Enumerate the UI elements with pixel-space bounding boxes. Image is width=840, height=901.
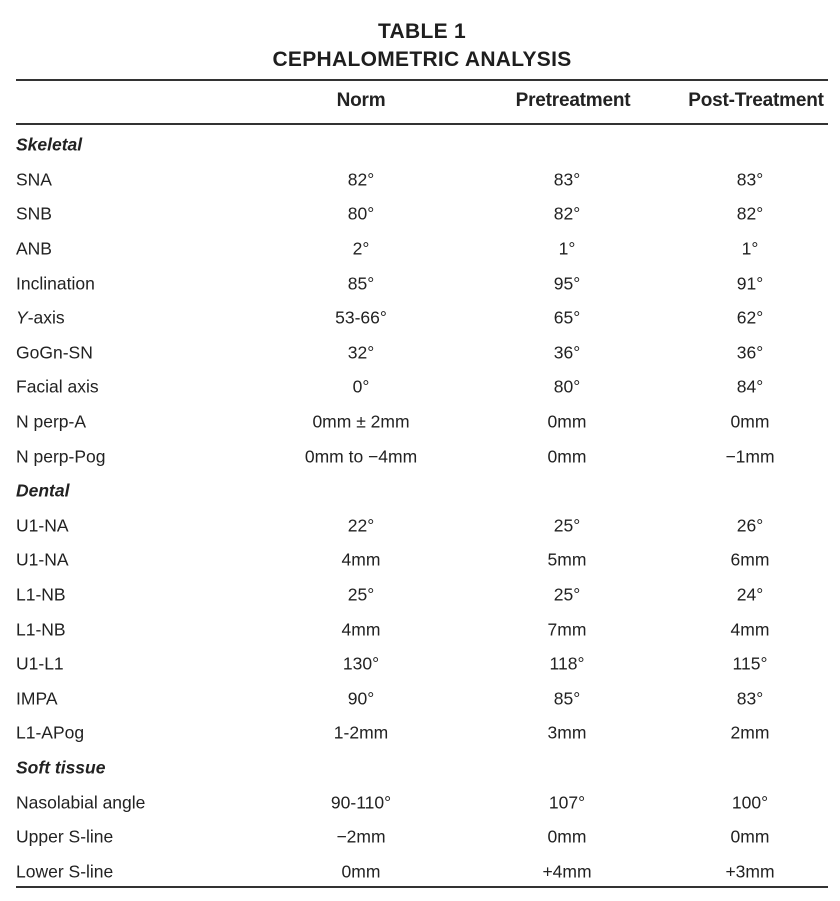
column-header-post-treatment: Post-Treatment <box>688 90 824 111</box>
section-row <box>0 128 840 163</box>
row-label: L1-NB <box>16 584 66 605</box>
table-row <box>0 716 840 751</box>
section-row <box>0 751 840 786</box>
section-label: Skeletal <box>16 134 83 155</box>
pretreatment-cell: 3mm <box>547 722 587 743</box>
table-row <box>0 232 840 267</box>
post-treatment-cell: −1mm <box>725 446 775 467</box>
norm-cell: 53-66° <box>335 307 387 328</box>
table-row <box>0 163 840 198</box>
table-row <box>0 301 840 336</box>
column-header-norm: Norm <box>336 90 386 111</box>
table-row <box>0 509 840 544</box>
norm-cell: 1-2mm <box>333 722 389 743</box>
row-label: Upper S-line <box>16 826 114 847</box>
norm-cell: 22° <box>347 515 375 536</box>
norm-cell: 4mm <box>341 549 381 570</box>
table-subtitle: CEPHALOMETRIC ANALYSIS <box>272 48 572 71</box>
pretreatment-cell: 82° <box>553 203 581 224</box>
post-treatment-cell: 62° <box>736 307 764 328</box>
pretreatment-cell: 0mm <box>547 411 587 432</box>
post-treatment-cell: 115° <box>732 653 768 674</box>
norm-cell: 0° <box>352 376 370 397</box>
row-label: L1-APog <box>16 722 85 743</box>
pretreatment-cell: 7mm <box>547 619 587 640</box>
top-rule <box>16 79 828 81</box>
table-row <box>0 370 840 405</box>
norm-cell: 85° <box>347 273 375 294</box>
row-label: GoGn-SN <box>16 342 93 363</box>
pretreatment-cell: 95° <box>553 273 581 294</box>
post-treatment-cell: 0mm <box>730 826 770 847</box>
table-row <box>0 820 840 855</box>
norm-cell: 0mm <box>341 861 381 882</box>
table-row <box>0 854 840 889</box>
norm-cell: 82° <box>347 169 375 190</box>
pretreatment-cell: 65° <box>553 307 581 328</box>
pretreatment-cell: 25° <box>553 584 581 605</box>
row-label: Nasolabial angle <box>16 792 146 813</box>
pretreatment-cell: 36° <box>553 342 581 363</box>
post-treatment-cell: 4mm <box>730 619 770 640</box>
row-label: Lower S-line <box>16 861 114 882</box>
post-treatment-cell: 83° <box>736 688 764 709</box>
table-row <box>0 682 840 717</box>
header-rule <box>16 123 828 125</box>
norm-cell: 2° <box>352 238 370 259</box>
row-label: SNA <box>16 169 52 190</box>
norm-cell: 130° <box>342 653 380 674</box>
row-label: L1-NB <box>16 619 66 640</box>
pretreatment-cell: +4mm <box>542 861 592 882</box>
pretreatment-cell: 0mm <box>547 446 587 467</box>
norm-cell: 4mm <box>341 619 381 640</box>
post-treatment-cell: 26° <box>736 515 764 536</box>
post-treatment-cell: 83° <box>736 169 764 190</box>
norm-cell: 0mm to −4mm <box>304 446 418 467</box>
section-row <box>0 474 840 509</box>
post-treatment-cell: 84° <box>736 376 764 397</box>
table-row <box>0 197 840 232</box>
row-label: IMPA <box>16 688 58 709</box>
norm-cell: 32° <box>347 342 375 363</box>
table-row <box>0 578 840 613</box>
norm-cell: 0mm ± 2mm <box>312 411 410 432</box>
row-label: Inclination <box>16 273 95 294</box>
table-row <box>0 266 840 301</box>
section-label: Soft tissue <box>16 757 106 778</box>
post-treatment-cell: 82° <box>736 203 764 224</box>
table-row <box>0 543 840 578</box>
table-row <box>0 336 840 371</box>
row-label: Facial axis <box>16 376 99 397</box>
post-treatment-cell: 1° <box>741 238 759 259</box>
norm-cell: 25° <box>347 584 375 605</box>
norm-cell: −2mm <box>336 826 386 847</box>
pretreatment-cell: 85° <box>553 688 581 709</box>
post-treatment-cell: 6mm <box>730 549 770 570</box>
table-title: TABLE 1 <box>377 20 467 43</box>
table-row <box>0 647 840 682</box>
post-treatment-cell: 2mm <box>730 722 770 743</box>
row-label: U1-L1 <box>16 653 64 674</box>
norm-cell: 90-110° <box>330 792 392 813</box>
table-row <box>0 785 840 820</box>
bottom-rule <box>16 886 828 888</box>
row-label: ANB <box>16 238 52 259</box>
norm-cell: 80° <box>347 203 375 224</box>
post-treatment-cell: 100° <box>731 792 769 813</box>
pretreatment-cell: 83° <box>553 169 581 190</box>
section-label: Dental <box>16 480 70 501</box>
pretreatment-cell: 80° <box>553 376 581 397</box>
post-treatment-cell: +3mm <box>725 861 775 882</box>
post-treatment-cell: 36° <box>736 342 764 363</box>
table-row <box>0 439 840 474</box>
row-label: N perp-A <box>16 411 87 432</box>
row-label: SNB <box>16 203 52 224</box>
table-row <box>0 612 840 647</box>
row-label: N perp-Pog <box>16 446 106 467</box>
pretreatment-cell: 5mm <box>547 549 587 570</box>
row-label: Y-axis <box>16 307 65 328</box>
row-label: U1-NA <box>16 515 69 536</box>
post-treatment-cell: 0mm <box>730 411 770 432</box>
table-row <box>0 405 840 440</box>
pretreatment-cell: 118° <box>549 653 585 674</box>
pretreatment-cell: 25° <box>553 515 581 536</box>
post-treatment-cell: 91° <box>736 273 764 294</box>
table-body <box>0 128 840 889</box>
pretreatment-cell: 1° <box>558 238 576 259</box>
pretreatment-cell: 0mm <box>547 826 587 847</box>
row-label: U1-NA <box>16 549 69 570</box>
norm-cell: 90° <box>347 688 375 709</box>
column-header-pretreatment: Pretreatment <box>515 90 631 111</box>
pretreatment-cell: 107° <box>548 792 586 813</box>
post-treatment-cell: 24° <box>736 584 764 605</box>
